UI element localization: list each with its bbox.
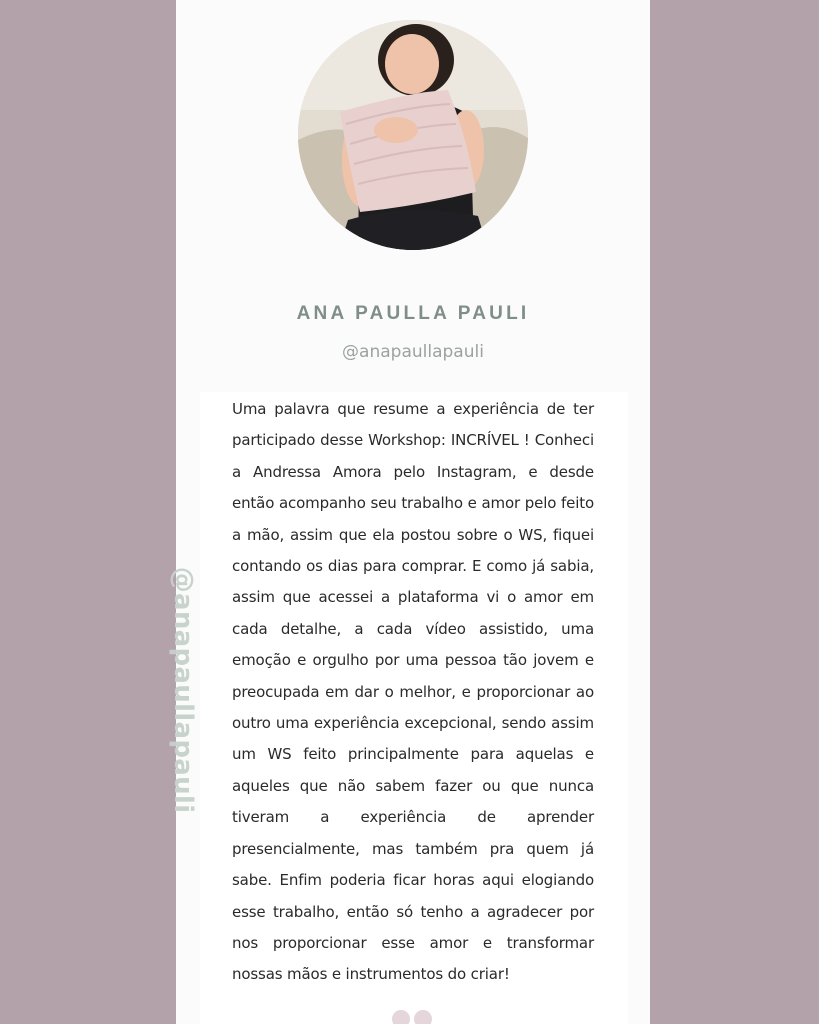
left-background xyxy=(0,0,176,1024)
profile-name: ANA PAULLA PAULI xyxy=(296,303,530,324)
testimonial-card xyxy=(176,0,650,1024)
quote-icon xyxy=(390,1010,436,1024)
right-background xyxy=(650,0,819,1024)
profile-handle: @anapaullapauli xyxy=(342,342,484,362)
testimonial-text: Uma palavra que resume a experiência de ter participado desse Workshop: INCRÍVEL ! Conheci a Andressa Amora pelo Instagram, e desde então acompanho seu trabalho e amor pelo feito a mão, assim que ela postou sobre o WS, fiquei contando os dias para comprar. E como já sabia, assim que acessei a plataforma vi o amor em cada detalhe, a cada vídeo assistido, uma emoção e orgulho por uma pessoa tão jovem e preocupada em dar o melhor, e proporcionar ao outro uma experiência excepcional, sendo assim um WS feito principalmente para aquelas e aqueles que não sabem fazer ou que nunca tiveram a experiência de aprender presencialmente, mas também pra quem já sabe. Enfim poderia ficar horas aqui elogiando esse trabalho, então só tenho a agradecer por nos proporcionar esse amor e transformar nossas mãos e instrumentos do criar! xyxy=(232,400,594,984)
watermark-handle: @anapaullapauli xyxy=(168,566,198,814)
avatar xyxy=(298,20,528,250)
